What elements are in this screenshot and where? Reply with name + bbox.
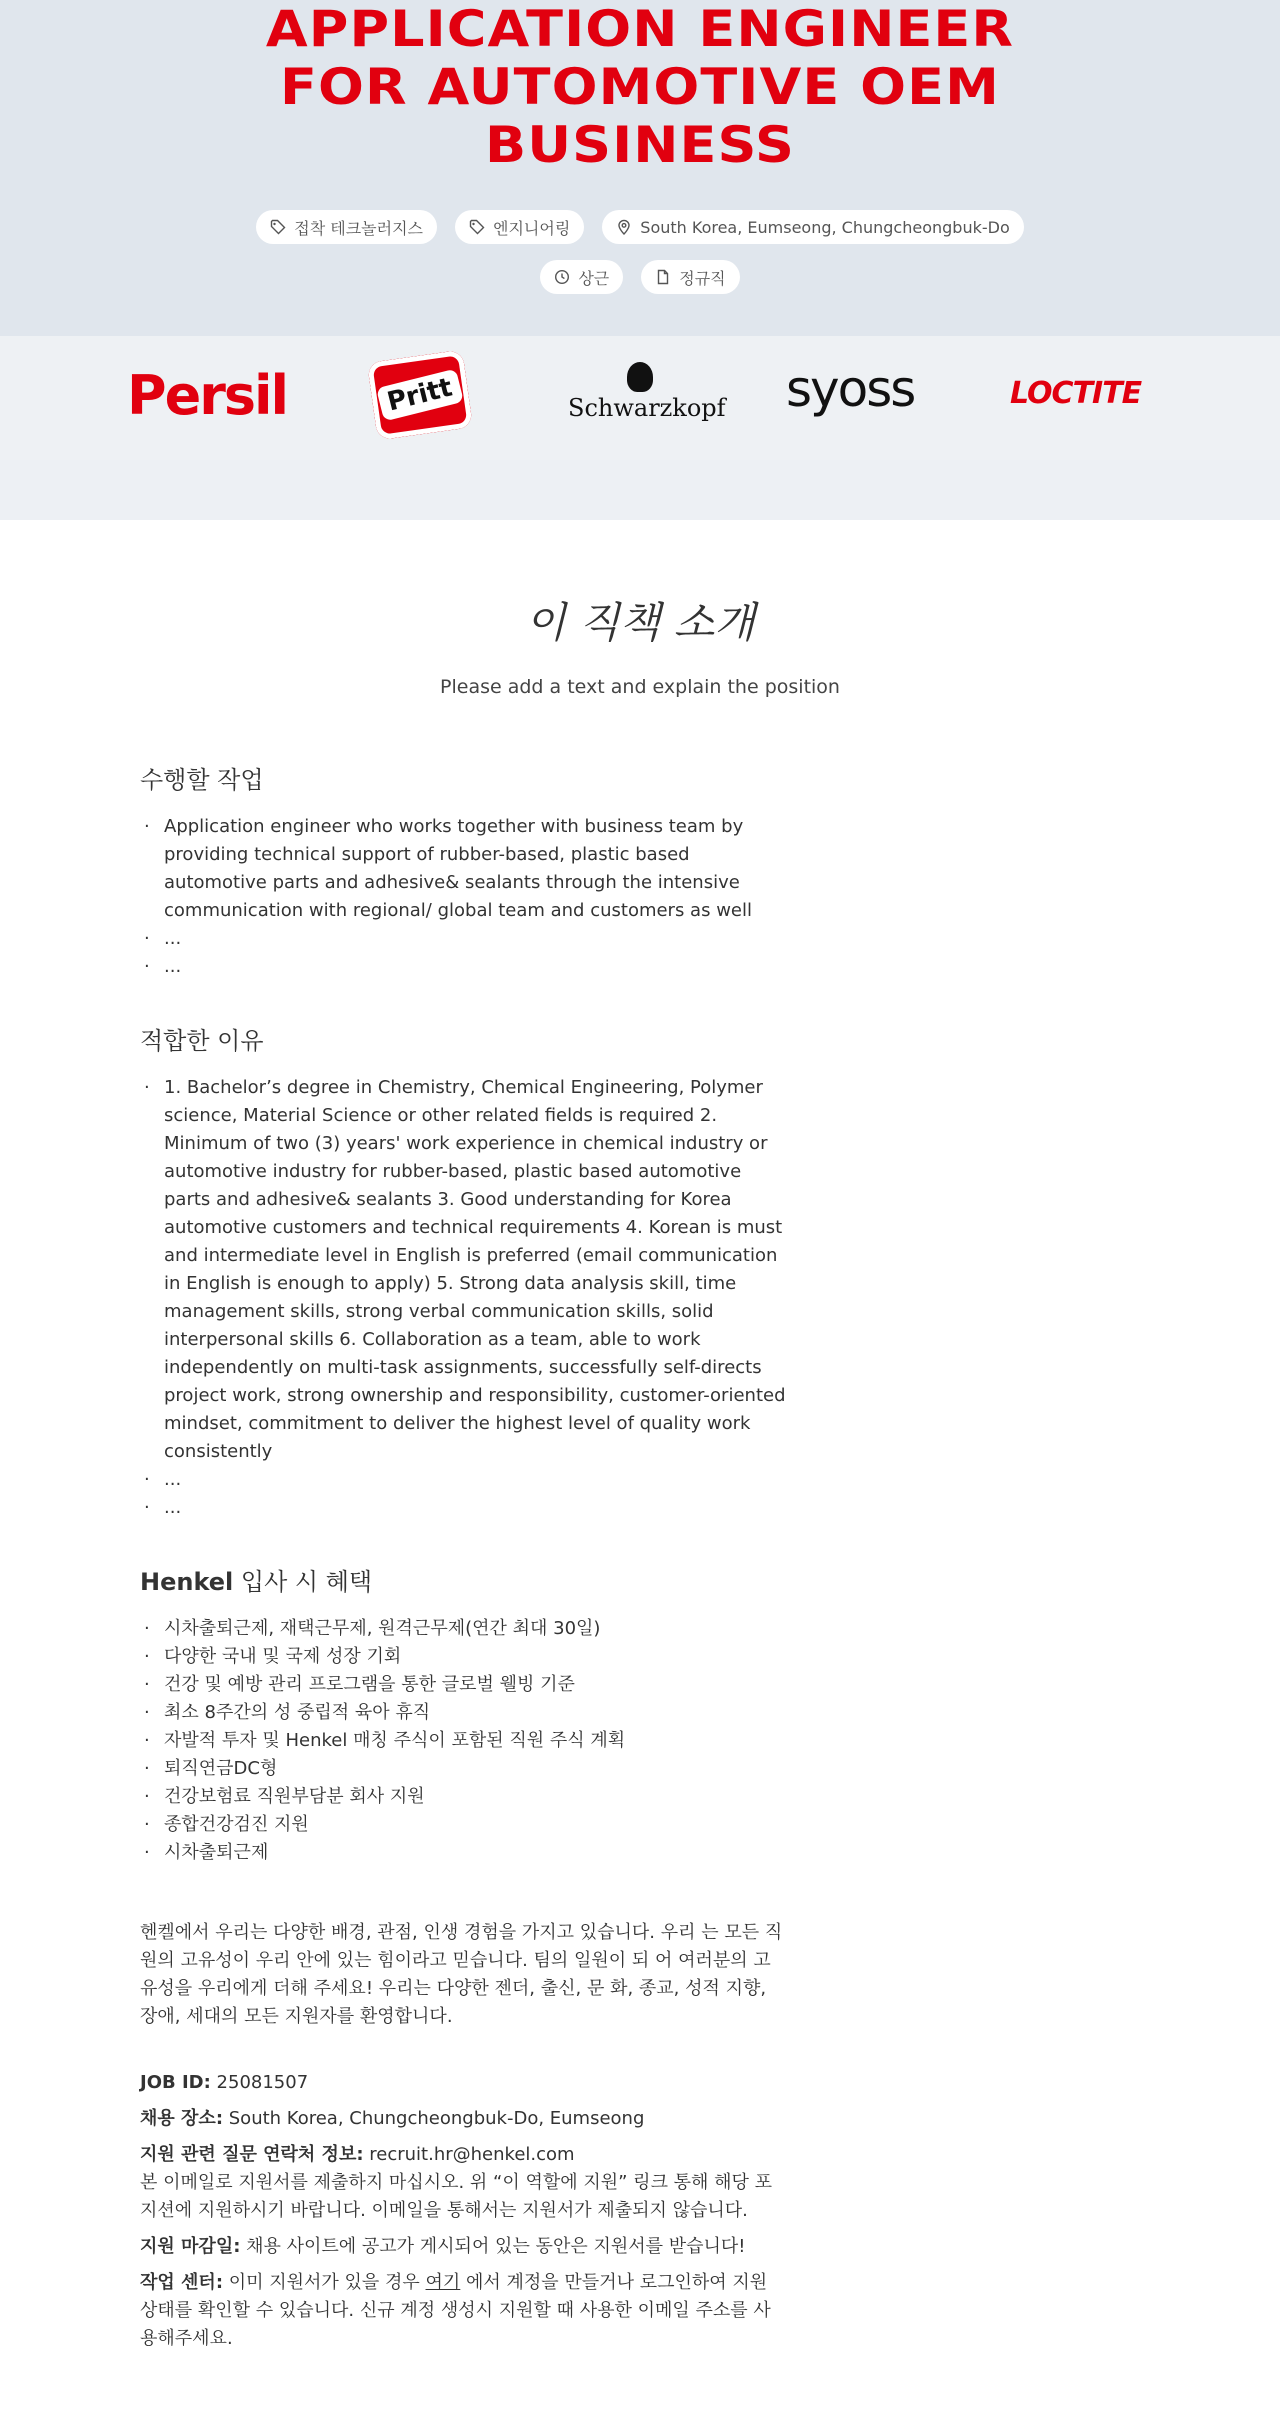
job-info bbox=[140, 2069, 788, 2353]
list-item: · 자발적 투자 및 Henkel 매칭 주식이 포함된 직원 주식 계획 bbox=[140, 1727, 788, 1755]
work-center-row bbox=[140, 2269, 788, 2353]
syoss-logo: syoss bbox=[786, 360, 915, 418]
contact-email: recruit.hr@henkel.com bbox=[363, 2144, 575, 2165]
tag-label: 정규직 bbox=[679, 268, 726, 288]
job-id-row bbox=[140, 2069, 788, 2097]
description-column bbox=[140, 760, 788, 2353]
list-item: · ... bbox=[140, 925, 788, 953]
list-item: · 시차출퇴근제 bbox=[140, 1839, 788, 1867]
list-item: · 건강 및 예방 관리 프로그램을 통한 글로벌 웰빙 기준 bbox=[140, 1671, 788, 1699]
job-id-label: JOB ID: bbox=[140, 2072, 211, 2093]
tag-work-time bbox=[540, 260, 623, 294]
list-item: · 건강보험료 직원부담분 회사 지원 bbox=[140, 1783, 788, 1811]
intro-text: Please add a text and explain the position bbox=[440, 676, 840, 698]
list-item: · 다양한 국내 및 국제 성장 기회 bbox=[140, 1643, 788, 1671]
pritt-logo-text: Pritt bbox=[376, 369, 463, 422]
list-item: · 시차출퇴근제, 재택근무제, 원격근무제(연간 최대 30일) bbox=[140, 1615, 788, 1643]
job-title-line: FOR AUTOMOTIVE OEM bbox=[280, 58, 1000, 116]
benefits-heading bbox=[140, 1562, 788, 1597]
tasks-heading: 수행할 작업 bbox=[140, 766, 264, 794]
tag-icon bbox=[469, 219, 485, 235]
tag-function bbox=[455, 210, 584, 244]
loctite-logo: LOCTITE bbox=[1010, 376, 1142, 411]
work-center-label: 작업 센터: bbox=[140, 2272, 224, 2293]
job-id-value: 25081507 bbox=[210, 2072, 309, 2093]
schwarzkopf-logo bbox=[568, 362, 726, 422]
silhouette-icon bbox=[627, 362, 653, 392]
pritt-logo bbox=[367, 350, 473, 441]
work-center-text-before: 이미 지원서가 있을 경우 bbox=[223, 2272, 426, 2293]
list-item: · 종합건강검진 지원 bbox=[140, 1811, 788, 1839]
brand-logos bbox=[0, 336, 1280, 520]
tag-location bbox=[602, 210, 1023, 244]
document-icon bbox=[655, 269, 671, 285]
list-item: · 최소 8주간의 성 중립적 육아 휴직 bbox=[140, 1699, 788, 1727]
job-title bbox=[0, 0, 1280, 174]
list-item: · 1. Bachelor’s degree in Chemistry, Chemical Engineering, Polymer science, Material Science or other related fields is required 2. Minimum of two (3) years' work experience in chemical industry or automotive industry for rubber-based, plastic based automotive parts and adhesive& sealants 3. Good understanding for Korea automotive customers and technical requirements 4. Korean is must and intermediate level in English is preferred (email communication in English is enough to apply) 5. Strong data analysis skill, time management skills, strong verbal communication skills, solid interpersonal skills 6. Collaboration as a team, able to work independently on multi-task assignments, successfully self-directs project work, strong ownership and responsibility, customer-oriented mindset, commitment to deliver the highest level of quality work consistently bbox=[140, 1074, 788, 1466]
location-pin-icon bbox=[616, 219, 632, 235]
schwarzkopf-logo-text: Schwarzkopf bbox=[568, 394, 726, 422]
benefits-heading-brand: Henkel bbox=[140, 1568, 234, 1596]
contact-note: 본 이메일로 지원서를 제출하지 마십시오. 위 “이 역할에 지원” 링크 통해 해당 포지션에 지원하시기 바랍니다. 이메일을 통해서는 지원서가 제출되지 않습니다. bbox=[140, 2172, 773, 2221]
contact-label: 지원 관련 질문 연락처 정보: bbox=[140, 2144, 364, 2165]
intro-title: 이 직책 소개 bbox=[525, 598, 755, 647]
tag-label: 접착 테크놀러지스 bbox=[294, 218, 423, 238]
deadline-label: 지원 마감일: bbox=[140, 2236, 241, 2257]
persil-logo: Persil bbox=[127, 364, 287, 427]
work-center-link[interactable]: 여기 bbox=[425, 2272, 461, 2293]
deadline-row bbox=[140, 2233, 788, 2261]
hero-banner bbox=[0, 0, 1280, 336]
clock-icon bbox=[554, 269, 570, 285]
job-tags bbox=[0, 210, 1280, 294]
job-title-line: BUSINESS bbox=[484, 116, 796, 174]
tag-contract-type bbox=[641, 260, 739, 294]
deadline-value: 채용 사이트에 공고가 게시되어 있는 동안은 지원서를 받습니다! bbox=[240, 2236, 746, 2257]
tag-business-unit bbox=[256, 210, 437, 244]
location-value: South Korea, Chungcheongbuk-Do, Eumseong bbox=[223, 2108, 645, 2129]
diversity-statement: 헨켈에서 우리는 다양한 배경, 관점, 인생 경험을 가지고 있습니다. 우리 는 모든 직원의 고유성이 우리 안에 있는 힘이라고 믿습니다. 팀의 일원이 되 어 여러분의 고유성을 우리에게 더해 주세요! 우리는 다양한 젠더, 출신, 문 화, 종교, 성적 지향, 장애, 세대의 모든 지원자를 환영합니다. bbox=[140, 1922, 783, 2027]
list-item: · ... bbox=[140, 1466, 788, 1494]
fit-list bbox=[140, 1074, 788, 1522]
location-row bbox=[140, 2105, 788, 2133]
tag-label: 상근 bbox=[578, 268, 610, 288]
job-title-line: APPLICATION ENGINEER bbox=[265, 0, 1015, 58]
location-label: 채용 장소: bbox=[140, 2108, 224, 2129]
work-center-text-after: 에서 계정을 만들거나 로그인하여 지원 상태를 확인할 수 있습니다. 신규 계정 생성시 지원할 때 사용한 이메일 주소를 사용해주세요. bbox=[140, 2272, 771, 2349]
list-item: · Application engineer who works together with business team by providing technical support of rubber-based, plastic based automotive parts and adhesive& sealants through the intensive communication with regional/ global team and customers as well bbox=[140, 813, 788, 925]
tasks-list bbox=[140, 813, 788, 981]
list-item: · ... bbox=[140, 953, 788, 981]
fit-heading: 적합한 이유 bbox=[140, 1027, 264, 1055]
brand-strip bbox=[0, 336, 1280, 460]
benefits-list bbox=[140, 1615, 788, 1867]
tag-icon bbox=[270, 219, 286, 235]
list-item: · ... bbox=[140, 1494, 788, 1522]
benefits-heading-text: 입사 시 혜택 bbox=[233, 1568, 373, 1596]
tag-label: 엔지니어링 bbox=[493, 218, 571, 238]
contact-row bbox=[140, 2141, 788, 2225]
list-item: · 퇴직연금DC형 bbox=[140, 1755, 788, 1783]
job-description bbox=[0, 520, 1280, 2361]
tag-label: South Korea, Eumseong, Chungcheongbuk-Do bbox=[640, 217, 1010, 237]
